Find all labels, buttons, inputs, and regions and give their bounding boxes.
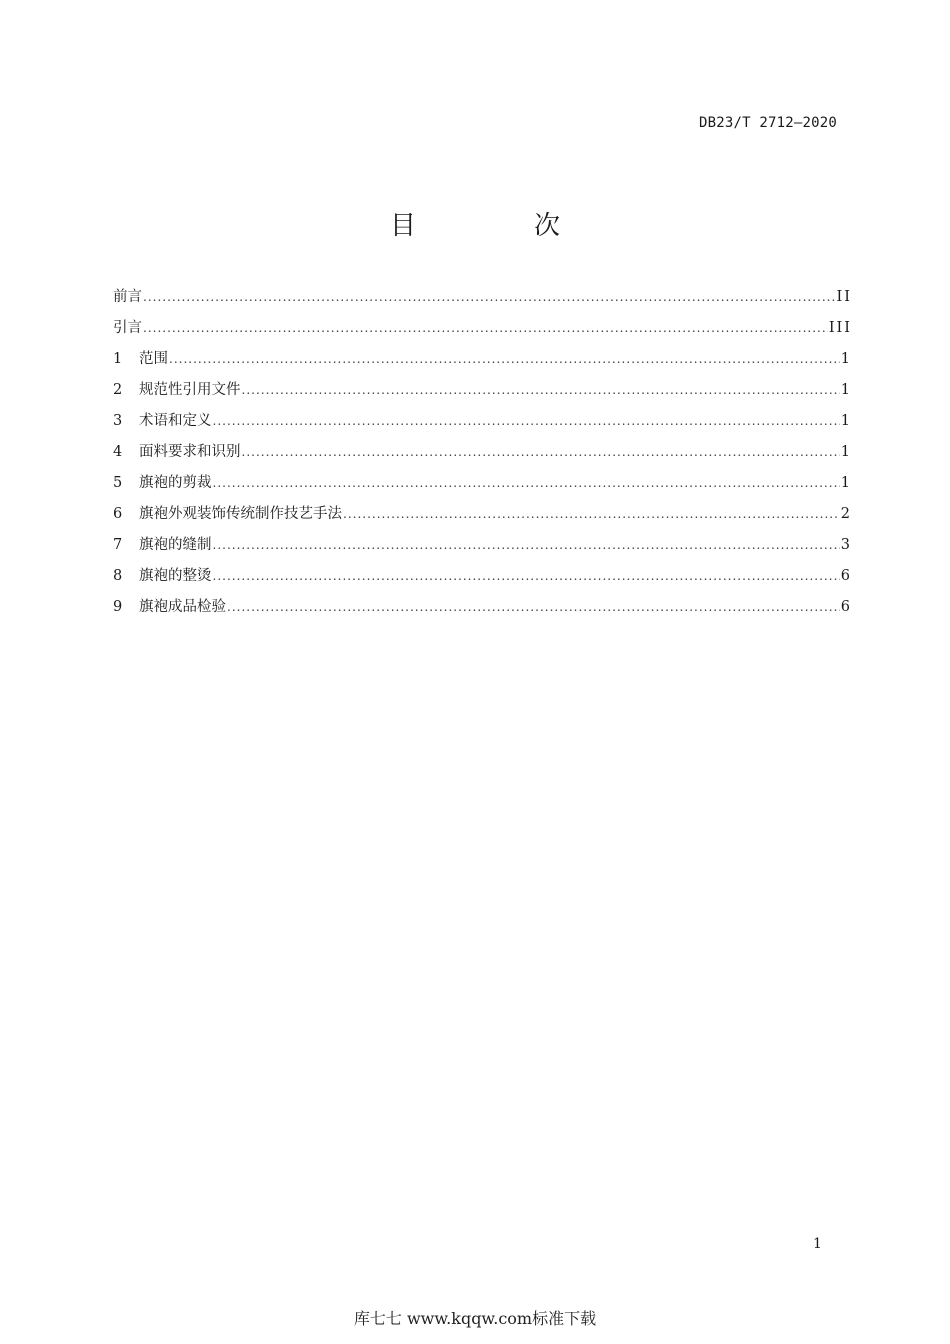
toc-entry-page: 2	[840, 506, 852, 522]
toc-entry-number: 9	[113, 599, 123, 615]
toc-entry-page: 6	[840, 599, 852, 615]
toc-entry-7[interactable]	[113, 533, 850, 564]
toc-leader-dots	[242, 440, 840, 464]
toc-entry-number: 2	[113, 382, 123, 398]
toc-entry-number: 5	[113, 475, 123, 491]
footer-watermark: 库七七 www.kqqw.com标准下载	[353, 1309, 597, 1328]
toc-entry-page: 1	[840, 413, 852, 429]
toc-leader-dots	[213, 564, 840, 588]
toc-entry-label: 面料要求和识别	[139, 444, 241, 460]
toc-leader-dots	[213, 471, 840, 495]
toc-entry-label: 旗袍的剪裁	[139, 475, 212, 491]
toc-leader-dots	[343, 502, 840, 526]
toc-leader-dots	[227, 595, 840, 619]
toc-entry-page: 1	[840, 351, 852, 367]
toc-entry-label: 术语和定义	[139, 413, 212, 429]
toc-entry-number: 3	[113, 413, 123, 429]
toc-entry-8[interactable]	[113, 564, 850, 595]
toc-entry-foreword[interactable]	[113, 285, 850, 316]
toc-entry-1[interactable]	[113, 347, 850, 378]
toc-entry-label: 旗袍的整烫	[139, 568, 212, 584]
toc-entry-label: 旗袍成品检验	[139, 599, 226, 615]
toc-entry-number: 4	[113, 444, 123, 460]
toc-entry-3[interactable]	[113, 409, 850, 440]
toc-entry-2[interactable]	[113, 378, 850, 409]
toc-leader-dots	[143, 285, 836, 309]
toc-leader-dots	[143, 316, 828, 340]
toc-entry-number: 1	[113, 351, 123, 367]
toc-entry-label: 范围	[139, 351, 168, 367]
toc-entry-page: 3	[840, 537, 852, 553]
toc-entry-introduction[interactable]	[113, 316, 850, 347]
toc-entry-number: 7	[113, 537, 123, 553]
toc-entry-page: 1	[840, 444, 852, 460]
toc-entry-number: 8	[113, 568, 123, 584]
page-title: 目 次	[389, 211, 606, 241]
toc-entry-label: 引言	[113, 320, 142, 336]
toc-entry-label: 旗袍的缝制	[139, 537, 212, 553]
toc-leader-dots	[213, 533, 840, 557]
toc-entry-number: 6	[113, 506, 123, 522]
toc-entry-9[interactable]	[113, 595, 850, 626]
toc-entry-4[interactable]	[113, 440, 850, 471]
toc-leader-dots	[213, 409, 840, 433]
toc-entry-page: III	[828, 320, 852, 336]
toc-entry-label: 旗袍外观装饰传统制作技艺手法	[139, 506, 342, 522]
toc-entry-page: 1	[840, 475, 852, 491]
toc-entry-page: 6	[840, 568, 852, 584]
toc-entry-5[interactable]	[113, 471, 850, 502]
toc-leader-dots	[242, 378, 840, 402]
document-code: DB23/T 2712—2020	[698, 115, 837, 131]
toc-entry-label: 规范性引用文件	[139, 382, 241, 398]
toc-entry-6[interactable]	[113, 502, 850, 533]
toc-leader-dots	[169, 347, 840, 371]
table-of-contents	[113, 285, 850, 626]
toc-entry-label: 前言	[113, 289, 142, 305]
page-number: 1	[813, 1236, 822, 1252]
toc-entry-page: 1	[840, 382, 852, 398]
toc-entry-page: II	[836, 289, 852, 305]
